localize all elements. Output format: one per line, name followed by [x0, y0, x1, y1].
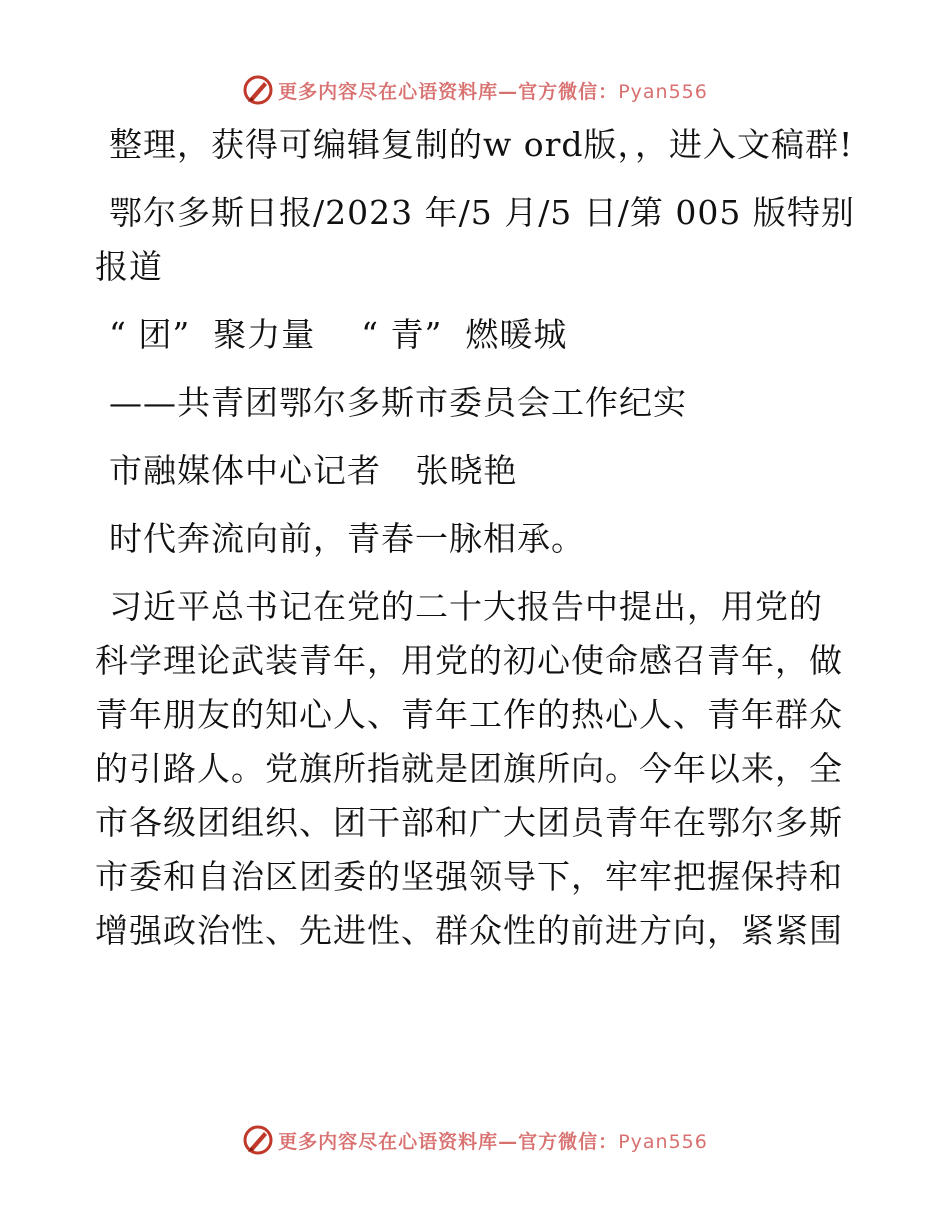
intro-note: 整理，获得可编辑复制的w ord版，，进入文稿群!	[109, 125, 854, 164]
pen-logo-icon	[242, 1124, 274, 1156]
source-line: 鄂尔多斯日报/2023 年/5 月/5 日/第 005 版特别报道	[95, 193, 855, 286]
lead-sentence: 时代奔流向前，青春一脉相承。	[109, 519, 585, 558]
watermark-text: 更多内容尽在心语资料库—官方微信：Pyan556	[278, 80, 708, 103]
article-title: “ 团” 聚力量 “ 青” 燃暖城	[109, 315, 568, 354]
header-watermark	[0, 70, 950, 110]
body-paragraph: 习近平总书记在党的二十大报告中提出，用党的科学理论武装青年，用党的初心使命感召青年，做青年朋友的知心人、青年工作的热心人、青年群众的引路人。党旗所指就是团旗所向。今年以来，全市各级团组织、团干部和广大团员青年在鄂尔多斯市委和自治区团委的坚强领导下，牢牢把握保持和增强政治性、先进性、群众性的前进方向，紧紧围	[95, 587, 843, 950]
document-body	[95, 118, 855, 972]
pen-logo-icon	[242, 74, 274, 106]
article-subtitle: ——共青团鄂尔多斯市委员会工作纪实	[109, 383, 687, 422]
watermark-text: 更多内容尽在心语资料库—官方微信：Pyan556	[278, 1130, 708, 1153]
byline: 市融媒体中心记者 张晓艳	[109, 451, 518, 490]
footer-watermark	[0, 1120, 950, 1160]
